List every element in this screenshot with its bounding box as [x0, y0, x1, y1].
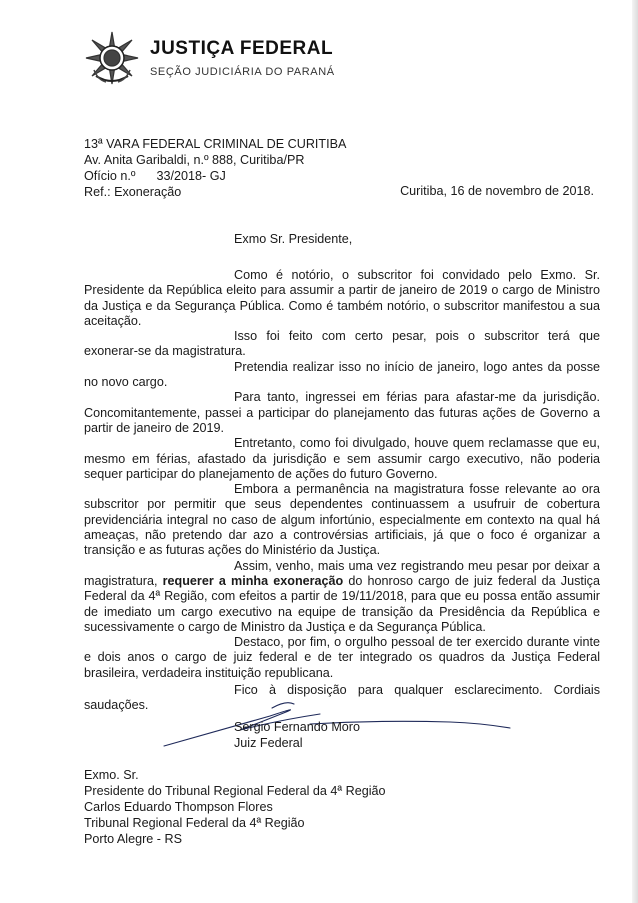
page-edge-shadow: [632, 0, 638, 903]
paragraph: Isso foi feito com certo pesar, pois o subscritor terá que exonerar-se da magistratura.: [84, 329, 600, 359]
addressee-line: Carlos Eduardo Thompson Flores: [84, 800, 273, 814]
paragraph: Destaco, por fim, o orgulho pessoal de ter exercido durante vinte e dois anos o cargo de juiz federal e de ter integrado os quadros da Justiça Federal brasileira, verdadeira instituição republicana.: [84, 635, 600, 680]
court-name: 13ª VARA FEDERAL CRIMINAL DE CURITIBA: [84, 137, 347, 151]
salutation: Exmo Sr. Presidente,: [234, 232, 353, 246]
addressee-line: Exmo. Sr.: [84, 768, 139, 782]
org-title: JUSTIÇA FEDERAL: [150, 38, 334, 59]
paragraph: Como é notório, o subscritor foi convidado pelo Exmo. Sr. Presidente da República eleito para assumir a partir de janeiro de 2019 o cargo de Ministro da Justiça e da Segurança Pública. Como é também notório, o subscritor manifestou a sua aceitação.: [84, 268, 600, 328]
paragraph-request: [84, 559, 600, 635]
org-subtitle: SEÇÃO JUDICIÁRIA DO PARANÁ: [150, 66, 335, 78]
request-emphasis: requerer a minha exoneração: [162, 573, 344, 588]
paragraph: Embora a permanência na magistratura fosse relevante ao ora subscritor por permitir que seus dependentes continuassem a usufruir de cobertura previdenciária integral no caso de algum infortúnio, especialmente em contexto na qual há ameaças, não pretendo dar azo a controvérsias artificiais, já que o foco é organizar a transição e as futuras ações do Ministério da Justiça.: [84, 482, 600, 558]
reference: Ref.: Exoneração: [84, 185, 182, 199]
request-text-before: Assim, venho, mais uma vez registrando meu pesar por deixar a magistratura,: [84, 558, 600, 588]
letterhead: [84, 30, 384, 100]
addressee-line: Porto Alegre - RS: [84, 832, 182, 846]
closing-line: Fico à disposição para qualquer esclarecimento. Cordiais: [234, 683, 600, 697]
signer-role: Juiz Federal: [234, 736, 303, 750]
document-date: Curitiba, 16 de novembro de 2018.: [400, 184, 594, 198]
addressee-line: Tribunal Regional Federal da 4ª Região: [84, 816, 305, 830]
closing-end: saudações.: [84, 698, 149, 713]
court-address: Av. Anita Garibaldi, n.º 888, Curitiba/PR: [84, 153, 305, 167]
paragraph: Entretanto, como foi divulgado, houve quem reclamasse que eu, mesmo em férias, afastado da jurisdição e sem assumir cargo executivo, não poderia sequer participar do planejamento de ações do futuro Governo.: [84, 436, 600, 481]
paragraph: Para tanto, ingressei em férias para afastar-me da jurisdição. Concomitantemente, passei a participar do planejamento das futuras ações de Governo a partir de janeiro de 2019.: [84, 390, 600, 435]
signer-name: Sergio Fernando Moro: [234, 720, 361, 734]
addressee-block: [84, 767, 386, 847]
request-text-after: do honroso cargo de juiz federal da Justiça Federal da 4ª Região, com efeitos a partir de 19/11/2018, para que eu possa então assumir de imediato um cargo executivo na equipe de transição da Presidência da República e sucessivamente o cargo de Ministro da Justiça e da Segurança Pública.: [84, 573, 600, 634]
addressee-line: Presidente do Tribunal Regional Federal da 4ª Região: [84, 784, 386, 798]
signer-block: [234, 719, 360, 751]
oficio-number: Ofício n.º 33/2018- GJ: [84, 169, 226, 183]
letter-body: [84, 268, 600, 681]
brazil-coat-of-arms-icon: [84, 30, 140, 86]
document-header: [84, 136, 346, 200]
paragraph: Pretendia realizar isso no início de janeiro, logo antes da posse no novo cargo.: [84, 359, 600, 390]
